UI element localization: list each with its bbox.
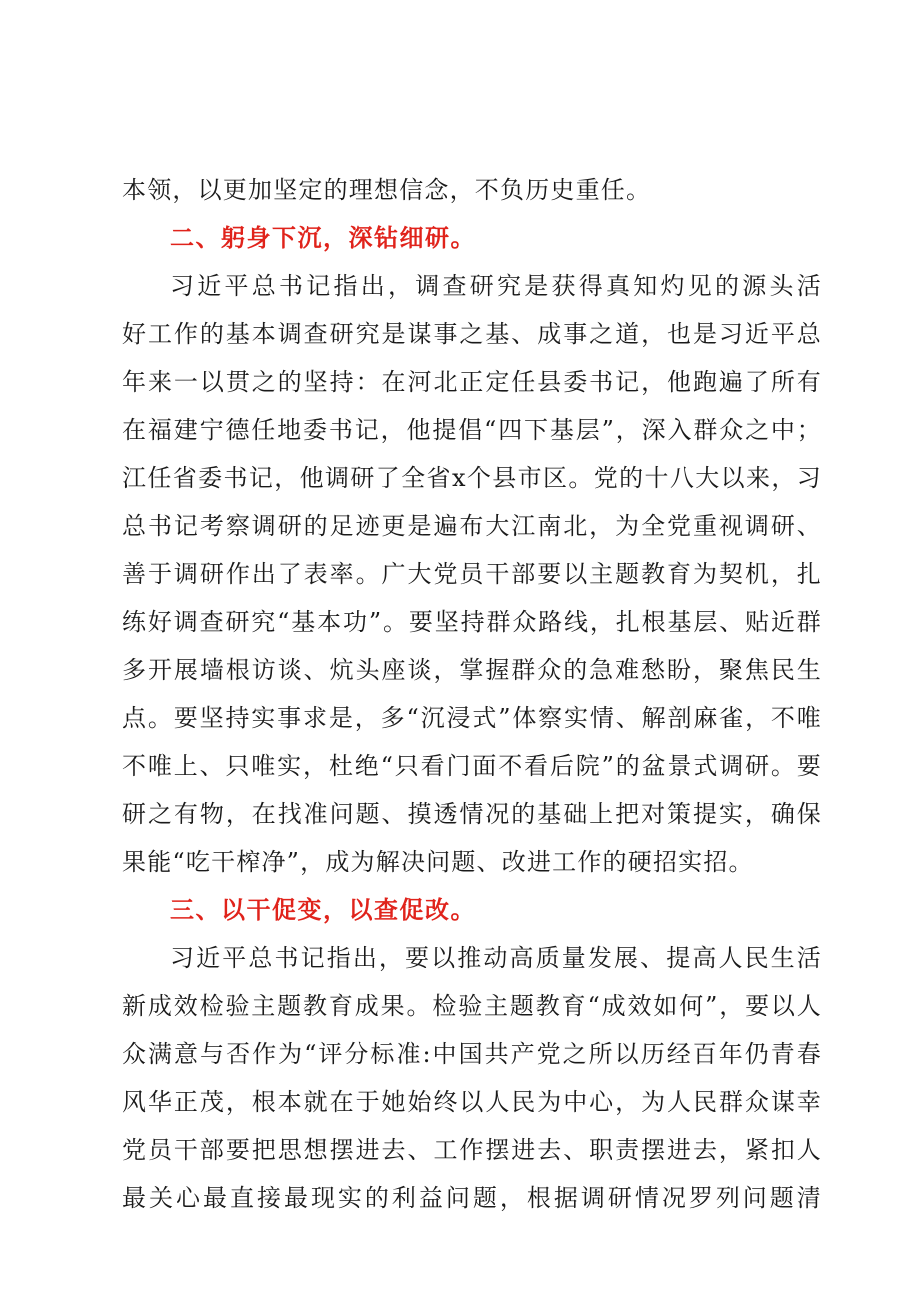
- section-heading-3: 三、以干促变，以查促改。: [170, 896, 476, 924]
- paragraph-line: 风华正茂，根本就在于她始终以人民为中心，为人民群众谋幸: [122, 1088, 822, 1116]
- paragraph-line: 江任省委书记，他调研了全省x个县市区。党的十八大以来，习: [122, 464, 822, 492]
- paragraph-line: 众满意与否作为“评分标准:中国共产党之所以历经百年仍青春: [122, 1040, 822, 1068]
- paragraph-line: 年来一以贯之的坚持：在河北正定任县委书记，他跑遍了所有: [122, 368, 822, 396]
- paragraph-line: 练好调查研究“基本功”。要坚持群众路线，扎根基层、贴近群: [122, 608, 822, 636]
- paragraph-line: 党员干部要把思想摆进去、工作摆进去、职责摆进去，紧扣人: [122, 1136, 822, 1164]
- paragraph-line: 总书记考察调研的足迹更是遍布大江南北，为全党重视调研、: [122, 512, 822, 540]
- paragraph-line: 在福建宁德任地委书记，他提倡“四下基层”，深入群众之中；: [122, 416, 822, 444]
- paragraph-line: 不唯上、只唯实，杜绝“只看门面不看后院”的盆景式调研。要: [122, 752, 822, 780]
- document-body: [122, 166, 822, 1222]
- paragraph-line: 果能“吃干榨净”，成为解决问题、改进工作的硬招实招。: [122, 848, 754, 876]
- paragraph-line: 习近平总书记指出，要以推动高质量发展、提高人民生活: [170, 944, 822, 972]
- paragraph-line: 好工作的基本调查研究是谋事之基、成事之道，也是习近平总: [122, 320, 822, 348]
- paragraph-line: 新成效检验主题教育成果。检验主题教育“成效如何”，要以人: [122, 992, 822, 1020]
- paragraph-line: 点。要坚持实事求是，多“沉浸式”体察实情、解剖麻雀，不唯: [122, 704, 822, 732]
- paragraph-line: 善于调研作出了表率。广大党员干部要以主题教育为契机，扎: [122, 560, 822, 588]
- paragraph-line: 本领，以更加坚定的理想信念，不负历史重任。: [122, 176, 652, 204]
- paragraph-line: 研之有物，在找准问题、摸透情况的基础上把对策提实，确保: [122, 800, 822, 828]
- paragraph-line: 习近平总书记指出，调查研究是获得真知灼见的源头活: [170, 272, 822, 300]
- paragraph-line: 最关心最直接最现实的利益问题，根据调研情况罗列问题清: [122, 1184, 822, 1212]
- section-heading-2: 二、躬身下沉，深钻细研。: [170, 224, 476, 252]
- paragraph-line: 多开展墙根访谈、炕头座谈，掌握群众的急难愁盼，聚焦民生: [122, 656, 822, 684]
